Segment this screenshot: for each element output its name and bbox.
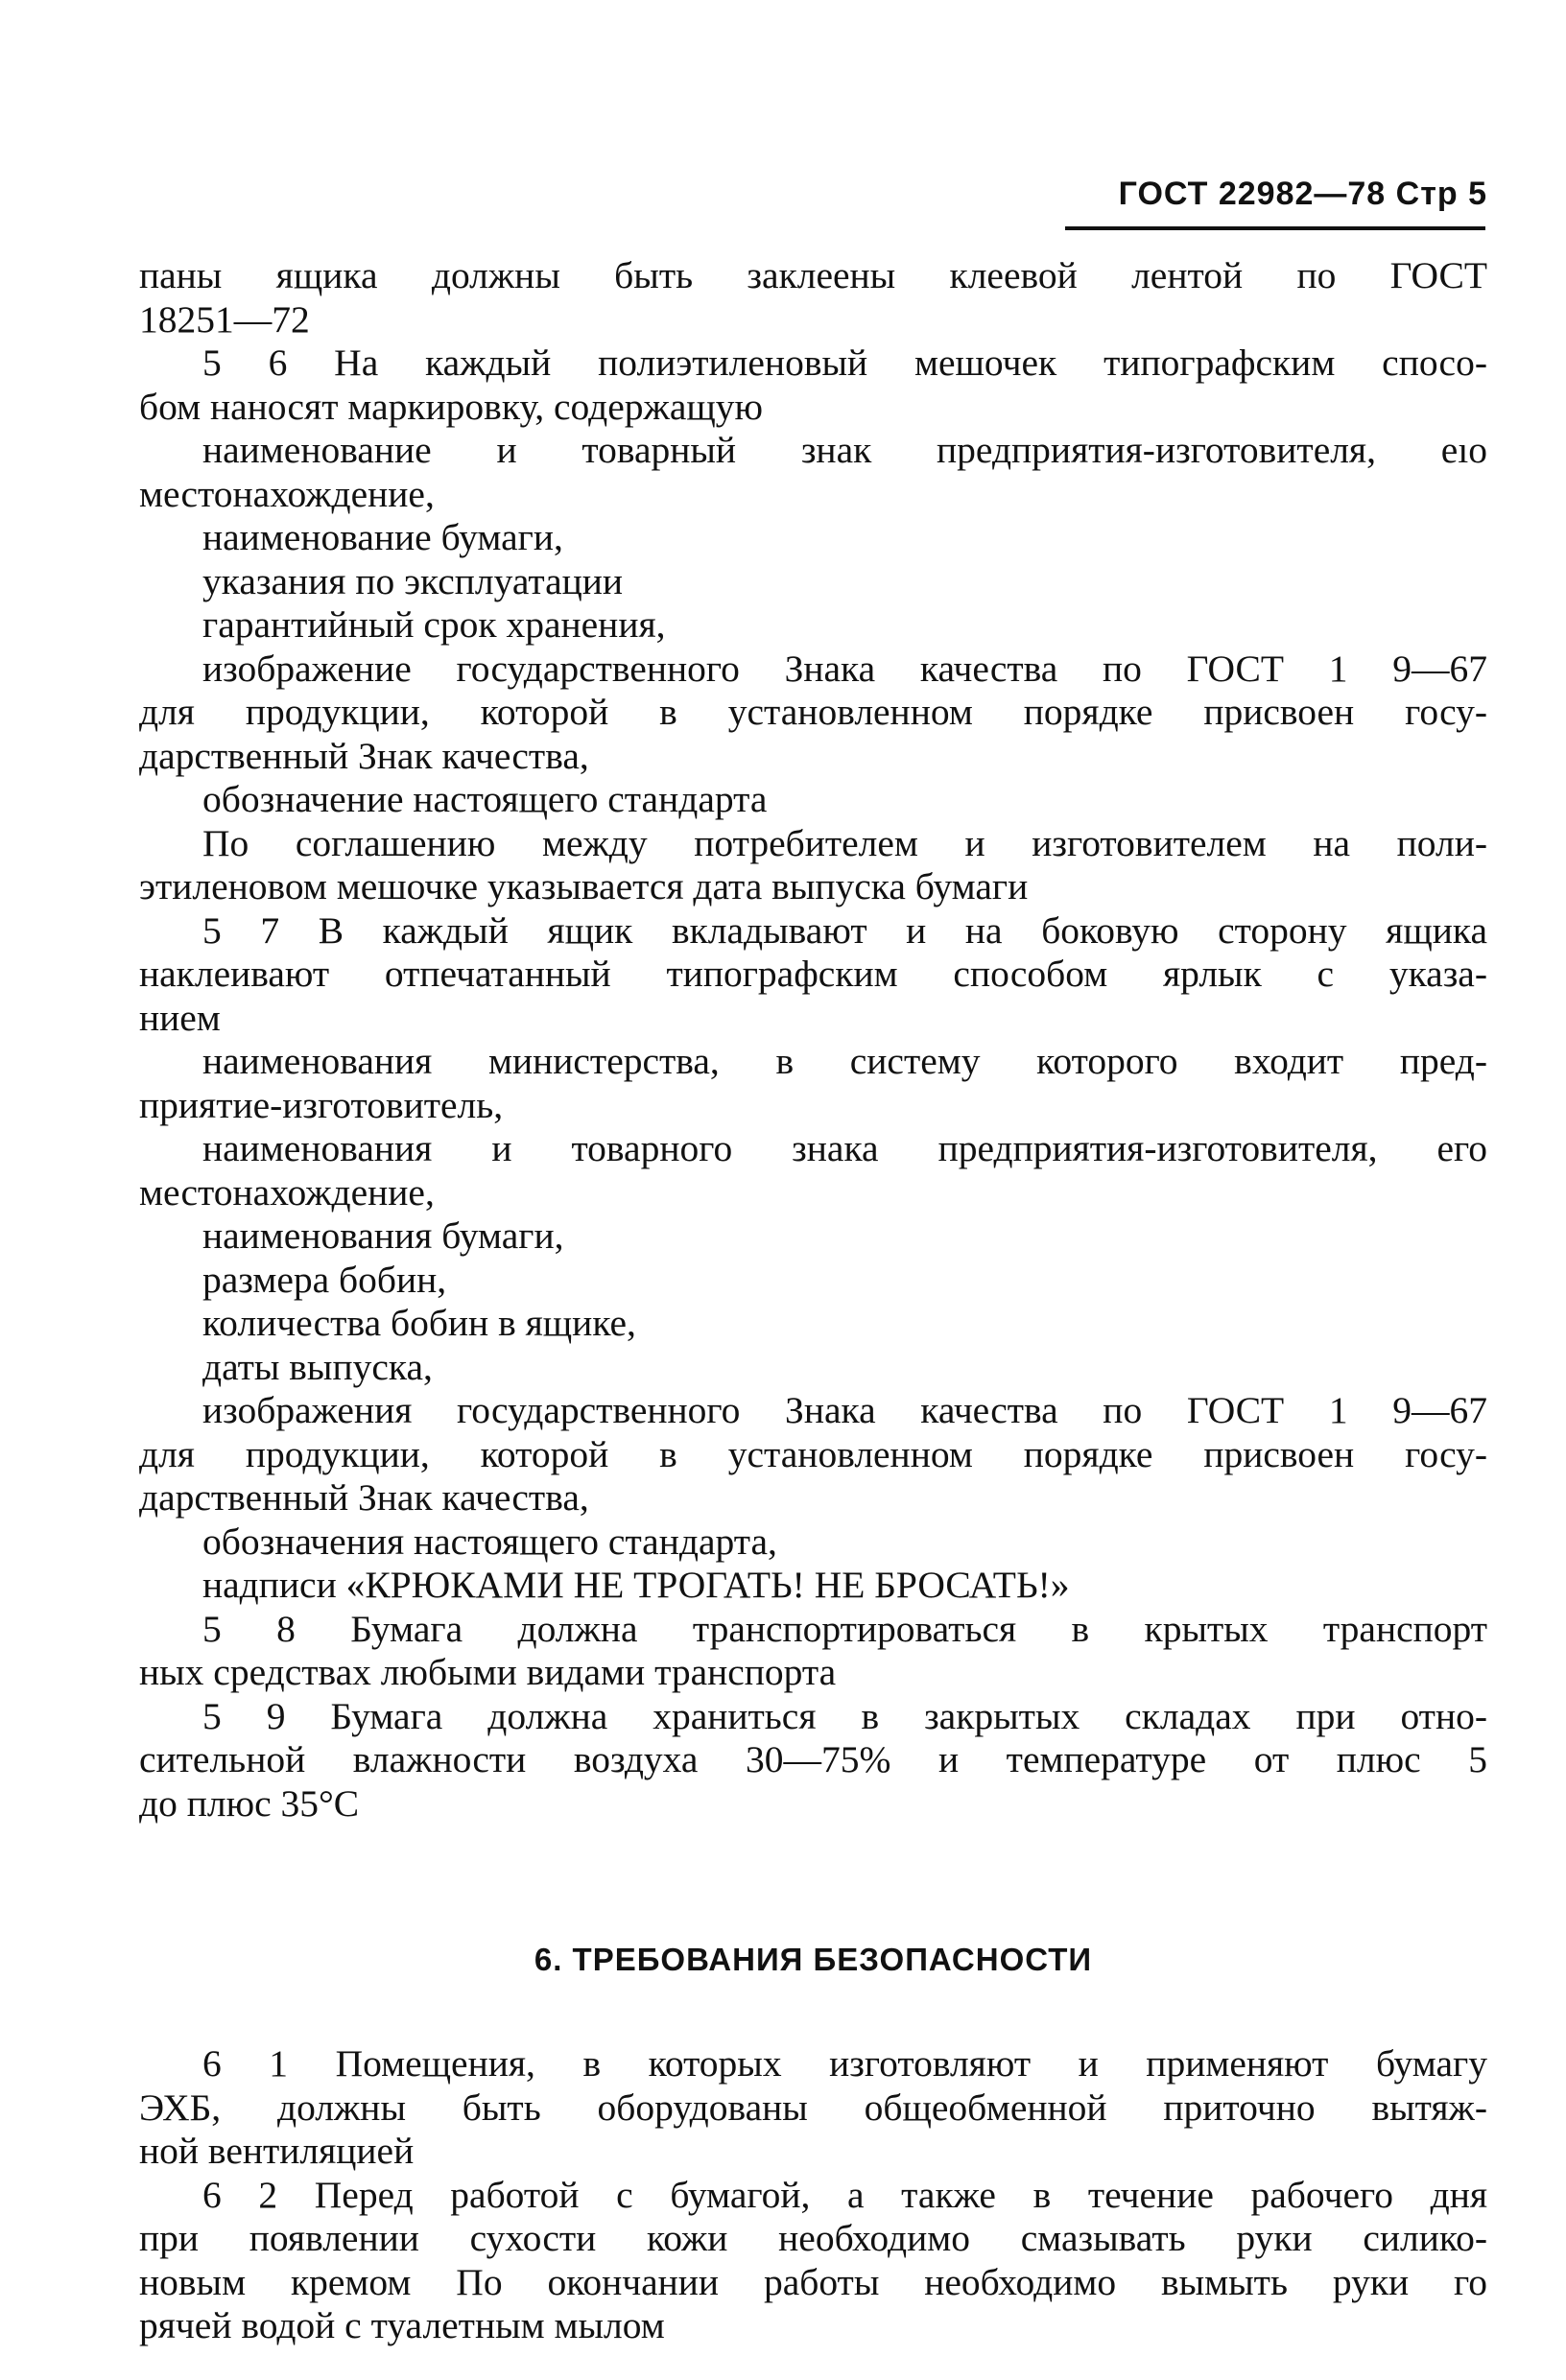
text-line: 5 9 Бумага должна храниться в закрытых складах при отно-: [202, 1694, 1487, 1737]
text-line: рячей водой с туалетным мылом: [139, 2304, 665, 2346]
running-head: ГОСТ 22982—78 Стр 5: [1118, 176, 1487, 212]
text-line: 18251—72: [139, 297, 310, 341]
text-line: изображение государственного Знака качества по ГОСТ 1 9—67: [202, 647, 1487, 690]
document-body: [139, 254, 1487, 2348]
text-line: 5 7 В каждый ящик вкладывают и на боковую сторону ящика: [202, 908, 1487, 952]
text-line: бом наносят маркировку, содержащую: [139, 385, 764, 428]
text-line: наименование и товарный знак предприятия-изготовителя, еıо: [202, 429, 1487, 471]
text-line: обозначения настоящего стандарта,: [202, 1520, 777, 1563]
text-line: ных средствах любыми видами транспорта: [139, 1651, 837, 1693]
text-line: нием: [139, 996, 221, 1039]
text-line: наименования министерства, в систему которого входит пред-: [202, 1040, 1487, 1082]
text-line: сительной влажности воздуха 30—75% и температуре от плюс 5: [139, 1738, 1487, 1780]
text-line: наименование бумаги,: [202, 516, 563, 558]
text-line: наклеивают отпечатанный типографским способом ярлык с указа-: [139, 953, 1487, 995]
text-line: паны ящика должны быть заклеены клеевой лентой по ГОСТ: [139, 254, 1487, 296]
text-line: приятие-изготовитель,: [139, 1083, 504, 1126]
text-line: изображения государственного Знака качества по ГОСТ 1 9—67: [202, 1389, 1487, 1431]
text-line: надписи «КРЮКАМИ НЕ ТРОГАТЬ! НЕ БРОСАТЬ!»: [202, 1564, 1070, 1606]
text-line: ЭХБ, должны быть оборудованы общеобменной приточно вытяж-: [139, 2085, 1487, 2129]
text-line: для продукции, которой в установленном порядке присвоен госу-: [139, 1432, 1487, 1475]
section-spacer: [139, 1826, 1487, 1941]
text-line: обозначение настоящего стандарта: [202, 778, 768, 820]
text-line: этиленовом мешочке указывается дата выпуска бумаги: [139, 865, 1029, 907]
section-5-text: [139, 254, 1487, 1826]
text-line: местонахождение,: [139, 1170, 435, 1214]
text-line: до плюс 35°С: [139, 1781, 360, 1825]
title-spacer: [139, 2008, 1487, 2042]
text-line: количества бобин в ящике,: [202, 1302, 636, 1344]
text-line: 6 2 Перед работой с бумагой, а также в течение рабочего дня: [202, 2173, 1487, 2216]
text-line: гарантийный срок хранения,: [202, 603, 666, 646]
text-line: указания по эксплуатации: [202, 559, 624, 602]
text-line: при появлении сухости кожи необходимо смазывать руки силико-: [139, 2217, 1487, 2259]
text-line: По соглашению между потребителем и изготовителем на поли-: [202, 821, 1487, 864]
text-line: наименования бумаги,: [202, 1214, 564, 1257]
text-line: 5 6 На каждый полиэтиленовый мешочек типографским спосо-: [202, 342, 1487, 384]
text-line: дарственный Знак качества,: [139, 734, 589, 777]
text-line: 6 1 Помещения, в которых изготовляют и применяют бумагу: [202, 2042, 1487, 2085]
text-line: ной вентиляцией: [139, 2130, 415, 2172]
text-line: местонахождение,: [139, 472, 435, 515]
text-line: дарственный Знак качества,: [139, 1476, 589, 1519]
text-line: новым кремом По окончании работы необходимо вымыть руки го: [139, 2260, 1487, 2303]
section-title: 6. ТРЕБОВАНИЯ БЕЗОПАСНОСТИ: [534, 1942, 1093, 1977]
text-line: наименования и товарного знака предприятия-изготовителя, его: [202, 1127, 1487, 1169]
section-6-text: [139, 2042, 1487, 2348]
text-line: даты выпуска,: [202, 1345, 433, 1388]
text-line: 5 8 Бумага должна транспортироваться в крытых транспорт: [202, 1607, 1487, 1650]
text-line: для продукции, которой в установленном порядке присвоен госу-: [139, 691, 1487, 733]
header-rule: [1065, 226, 1485, 230]
text-line: размера бобин,: [202, 1258, 447, 1301]
